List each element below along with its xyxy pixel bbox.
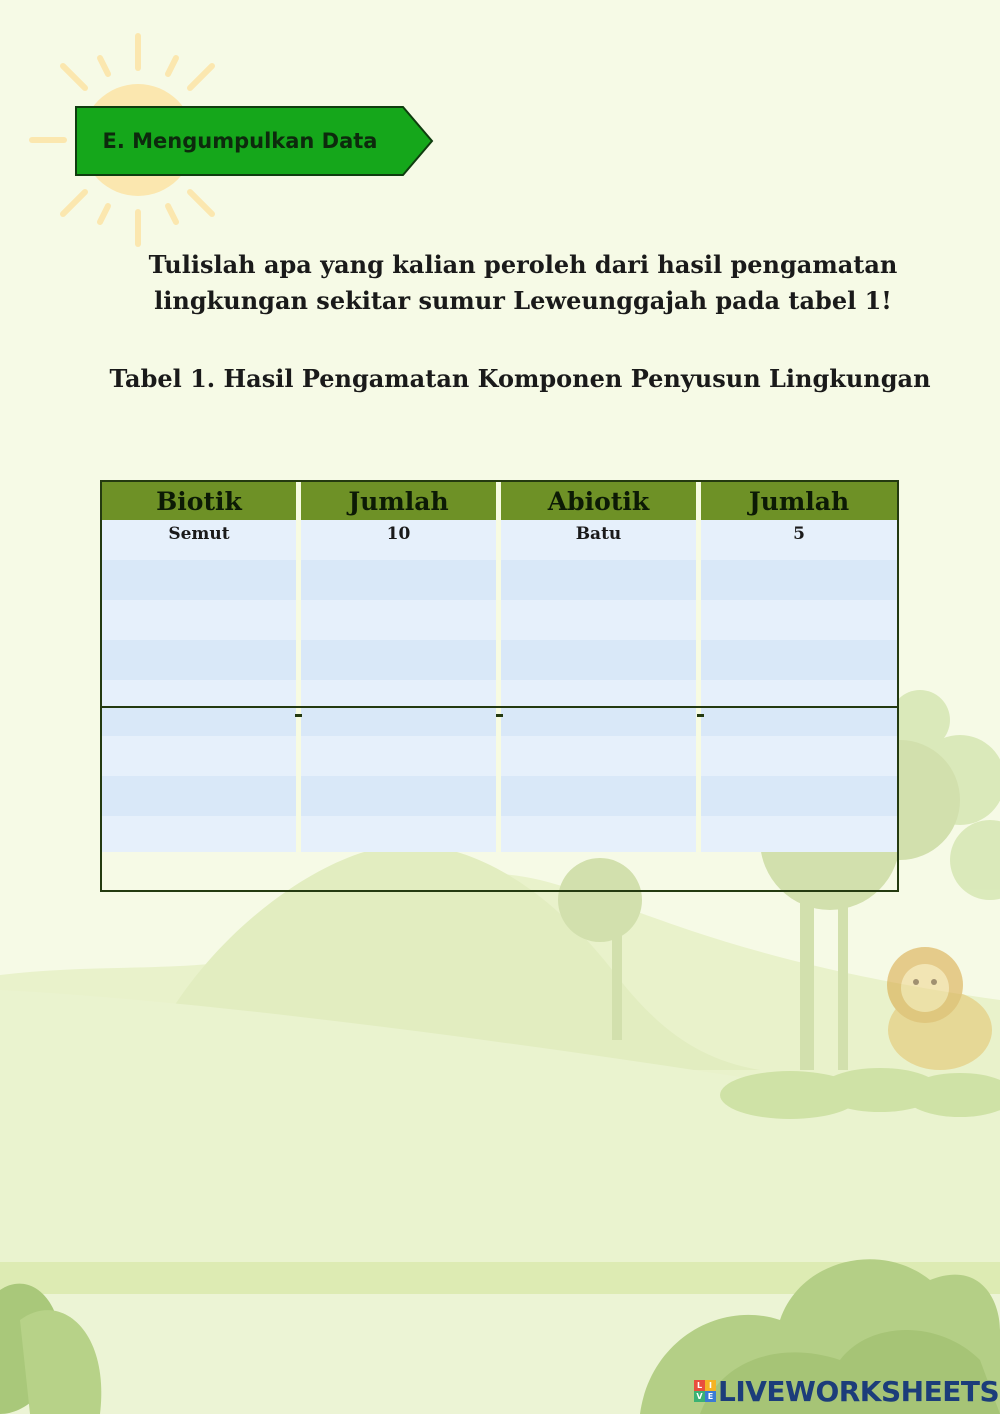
logo-mark-letter: V [694, 1391, 705, 1402]
logo-text: LIVEWORKSHEETS [718, 1374, 1000, 1408]
table-row [102, 520, 897, 560]
logo-mark-icon [694, 1380, 716, 1402]
table-row [102, 640, 897, 680]
observation-table [100, 480, 899, 892]
cell-input[interactable] [301, 736, 501, 776]
cell-input[interactable] [501, 680, 701, 708]
logo-mark-letter: I [705, 1380, 716, 1391]
cell-input[interactable] [102, 816, 301, 852]
header-abiotik: Abiotik [501, 482, 701, 520]
logo-mark-letter: E [705, 1391, 716, 1402]
table-row [102, 600, 897, 640]
cell-input[interactable] [501, 816, 701, 852]
cell-input[interactable] [102, 680, 301, 708]
cell-input[interactable]: Semut [102, 520, 301, 560]
instruction-text [120, 247, 926, 319]
cell-input[interactable] [501, 560, 701, 600]
header-biotik: Biotik [102, 482, 301, 520]
cell-input[interactable] [301, 680, 501, 708]
header-jumlah-abiotik: Jumlah [701, 482, 897, 520]
cell-input[interactable] [701, 736, 897, 776]
cell-input[interactable] [501, 736, 701, 776]
header-jumlah-biotik: Jumlah [301, 482, 501, 520]
cell-input[interactable] [301, 560, 501, 600]
cell-input[interactable] [301, 776, 501, 816]
divider-tick [697, 714, 704, 717]
logo-mark-letter: L [694, 1380, 705, 1391]
cell-input[interactable] [701, 640, 897, 680]
table-row [102, 680, 897, 708]
instruction-line-1: Tulislah apa yang kalian peroleh dari hasil pengamatan [148, 250, 898, 279]
cell-input[interactable]: 5 [701, 520, 897, 560]
cell-input[interactable] [301, 640, 501, 680]
table-divider [100, 706, 899, 708]
cell-input[interactable] [501, 776, 701, 816]
cell-input[interactable]: 10 [301, 520, 501, 560]
cell-input[interactable] [102, 708, 301, 736]
cell-input[interactable] [102, 600, 301, 640]
cell-input[interactable] [501, 600, 701, 640]
cell-input[interactable] [701, 708, 897, 736]
cell-input[interactable] [701, 680, 897, 708]
cell-input[interactable] [102, 640, 301, 680]
section-banner [75, 106, 433, 176]
table-row [102, 736, 897, 776]
cell-input[interactable] [701, 560, 897, 600]
cell-input[interactable]: Batu [501, 520, 701, 560]
table-row [102, 708, 897, 736]
cell-input[interactable] [301, 816, 501, 852]
cell-input[interactable] [102, 560, 301, 600]
table-row [102, 560, 897, 600]
cell-input[interactable] [102, 776, 301, 816]
table-header-row [102, 482, 897, 520]
cell-input[interactable] [701, 776, 897, 816]
divider-tick [496, 714, 503, 717]
table-row [102, 776, 897, 816]
cell-input[interactable] [701, 600, 897, 640]
divider-tick [295, 714, 302, 717]
table-row [102, 816, 897, 852]
cell-input[interactable] [102, 736, 301, 776]
cell-input[interactable] [301, 600, 501, 640]
table-caption: Tabel 1. Hasil Pengamatan Komponen Penyusun Lingkungan [109, 364, 931, 393]
liveworksheets-logo [694, 1374, 999, 1408]
cell-input[interactable] [501, 708, 701, 736]
cell-input[interactable] [301, 708, 501, 736]
cell-input[interactable] [701, 816, 897, 852]
cell-input[interactable] [501, 640, 701, 680]
section-title: E. Mengumpulkan Data [102, 129, 378, 153]
instruction-line-2: lingkungan sekitar sumur Leweunggajah pada tabel 1! [154, 286, 892, 315]
